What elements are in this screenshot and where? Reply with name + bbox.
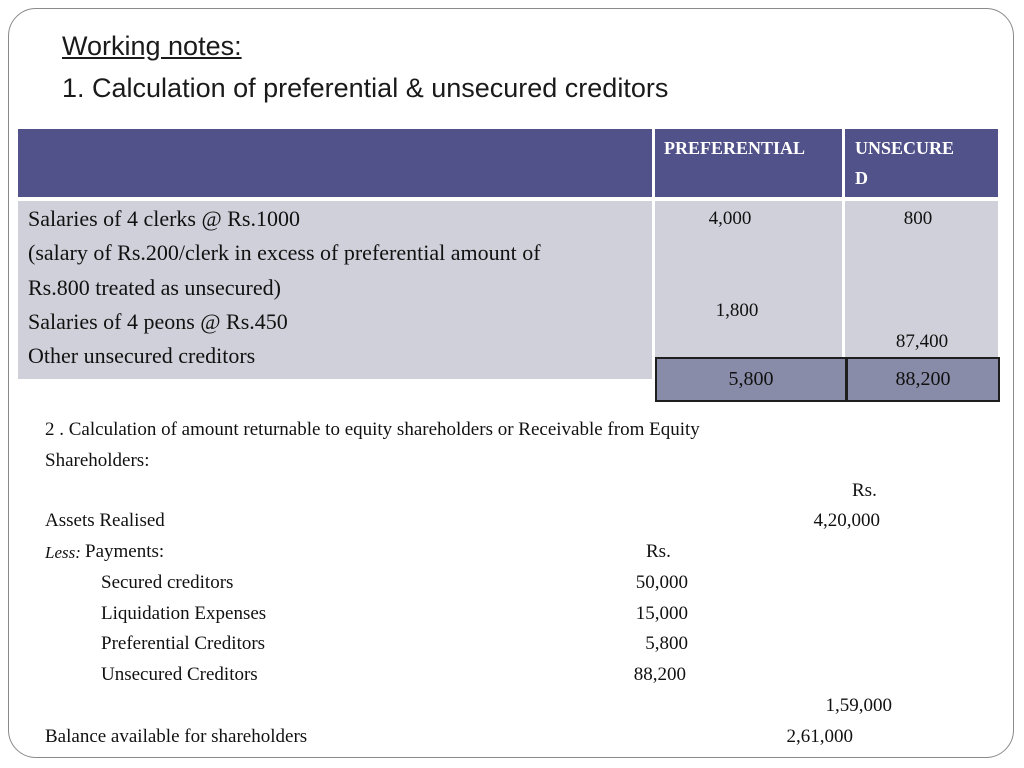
- balance-label: Balance available for shareholders: [45, 726, 308, 747]
- desc-line: Salaries of 4 clerks @ Rs.1000: [28, 206, 300, 231]
- preferential-value: 4,000: [708, 208, 752, 229]
- payment-value: 88,200: [633, 664, 686, 685]
- desc-line: (salary of Rs.200/clerk in excess of preferential amount of: [28, 240, 541, 265]
- section2-heading: 2 . Calculation of amount returnable to equity shareholders or Receivable from Equity: [45, 419, 700, 440]
- header-cell-blank: [18, 129, 652, 197]
- unsecured-value: 87,400: [895, 331, 949, 352]
- payment-label: Preferential Creditors: [101, 633, 266, 654]
- desc-line: Salaries of 4 peons @ Rs.450: [28, 309, 288, 334]
- payment-value: 15,000: [635, 603, 688, 624]
- payment-value: 5,800: [645, 633, 688, 654]
- title-working-notes: Working notes:: [62, 31, 242, 61]
- balance-value: 2,61,000: [786, 726, 853, 747]
- payment-label: Liquidation Expenses: [101, 603, 267, 624]
- unsecured-value: 800: [903, 208, 933, 229]
- assets-realised-value: 4,20,000: [813, 510, 880, 531]
- payments-label: Payments:: [85, 541, 165, 562]
- header-unsecured-line2: D: [855, 168, 868, 188]
- payment-value: 50,000: [635, 572, 688, 593]
- assets-realised-label: Assets Realised: [45, 510, 165, 531]
- total-unsecured: 88,200: [895, 368, 951, 390]
- header-unsecured-line1: UNSECURE: [855, 138, 955, 158]
- header-preferential: PREFERENTIAL: [664, 138, 806, 158]
- title-calculation-creditors: 1. Calculation of preferential & unsecured creditors: [62, 73, 669, 103]
- rs-inner-header: Rs.: [646, 541, 671, 562]
- desc-line: Rs.800 treated as unsecured): [28, 275, 281, 300]
- payment-label: Secured creditors: [101, 572, 234, 593]
- payments-total: 1,59,000: [825, 695, 892, 716]
- desc-line: Other unsecured creditors: [28, 343, 256, 368]
- rs-column-header: Rs.: [852, 480, 877, 501]
- less-label: Less:: [45, 543, 81, 562]
- preferential-value: 1,800: [715, 300, 759, 321]
- payment-label: Unsecured Creditors: [101, 664, 258, 685]
- total-preferential: 5,800: [728, 368, 774, 390]
- section2-heading-cont: Shareholders:: [45, 450, 150, 471]
